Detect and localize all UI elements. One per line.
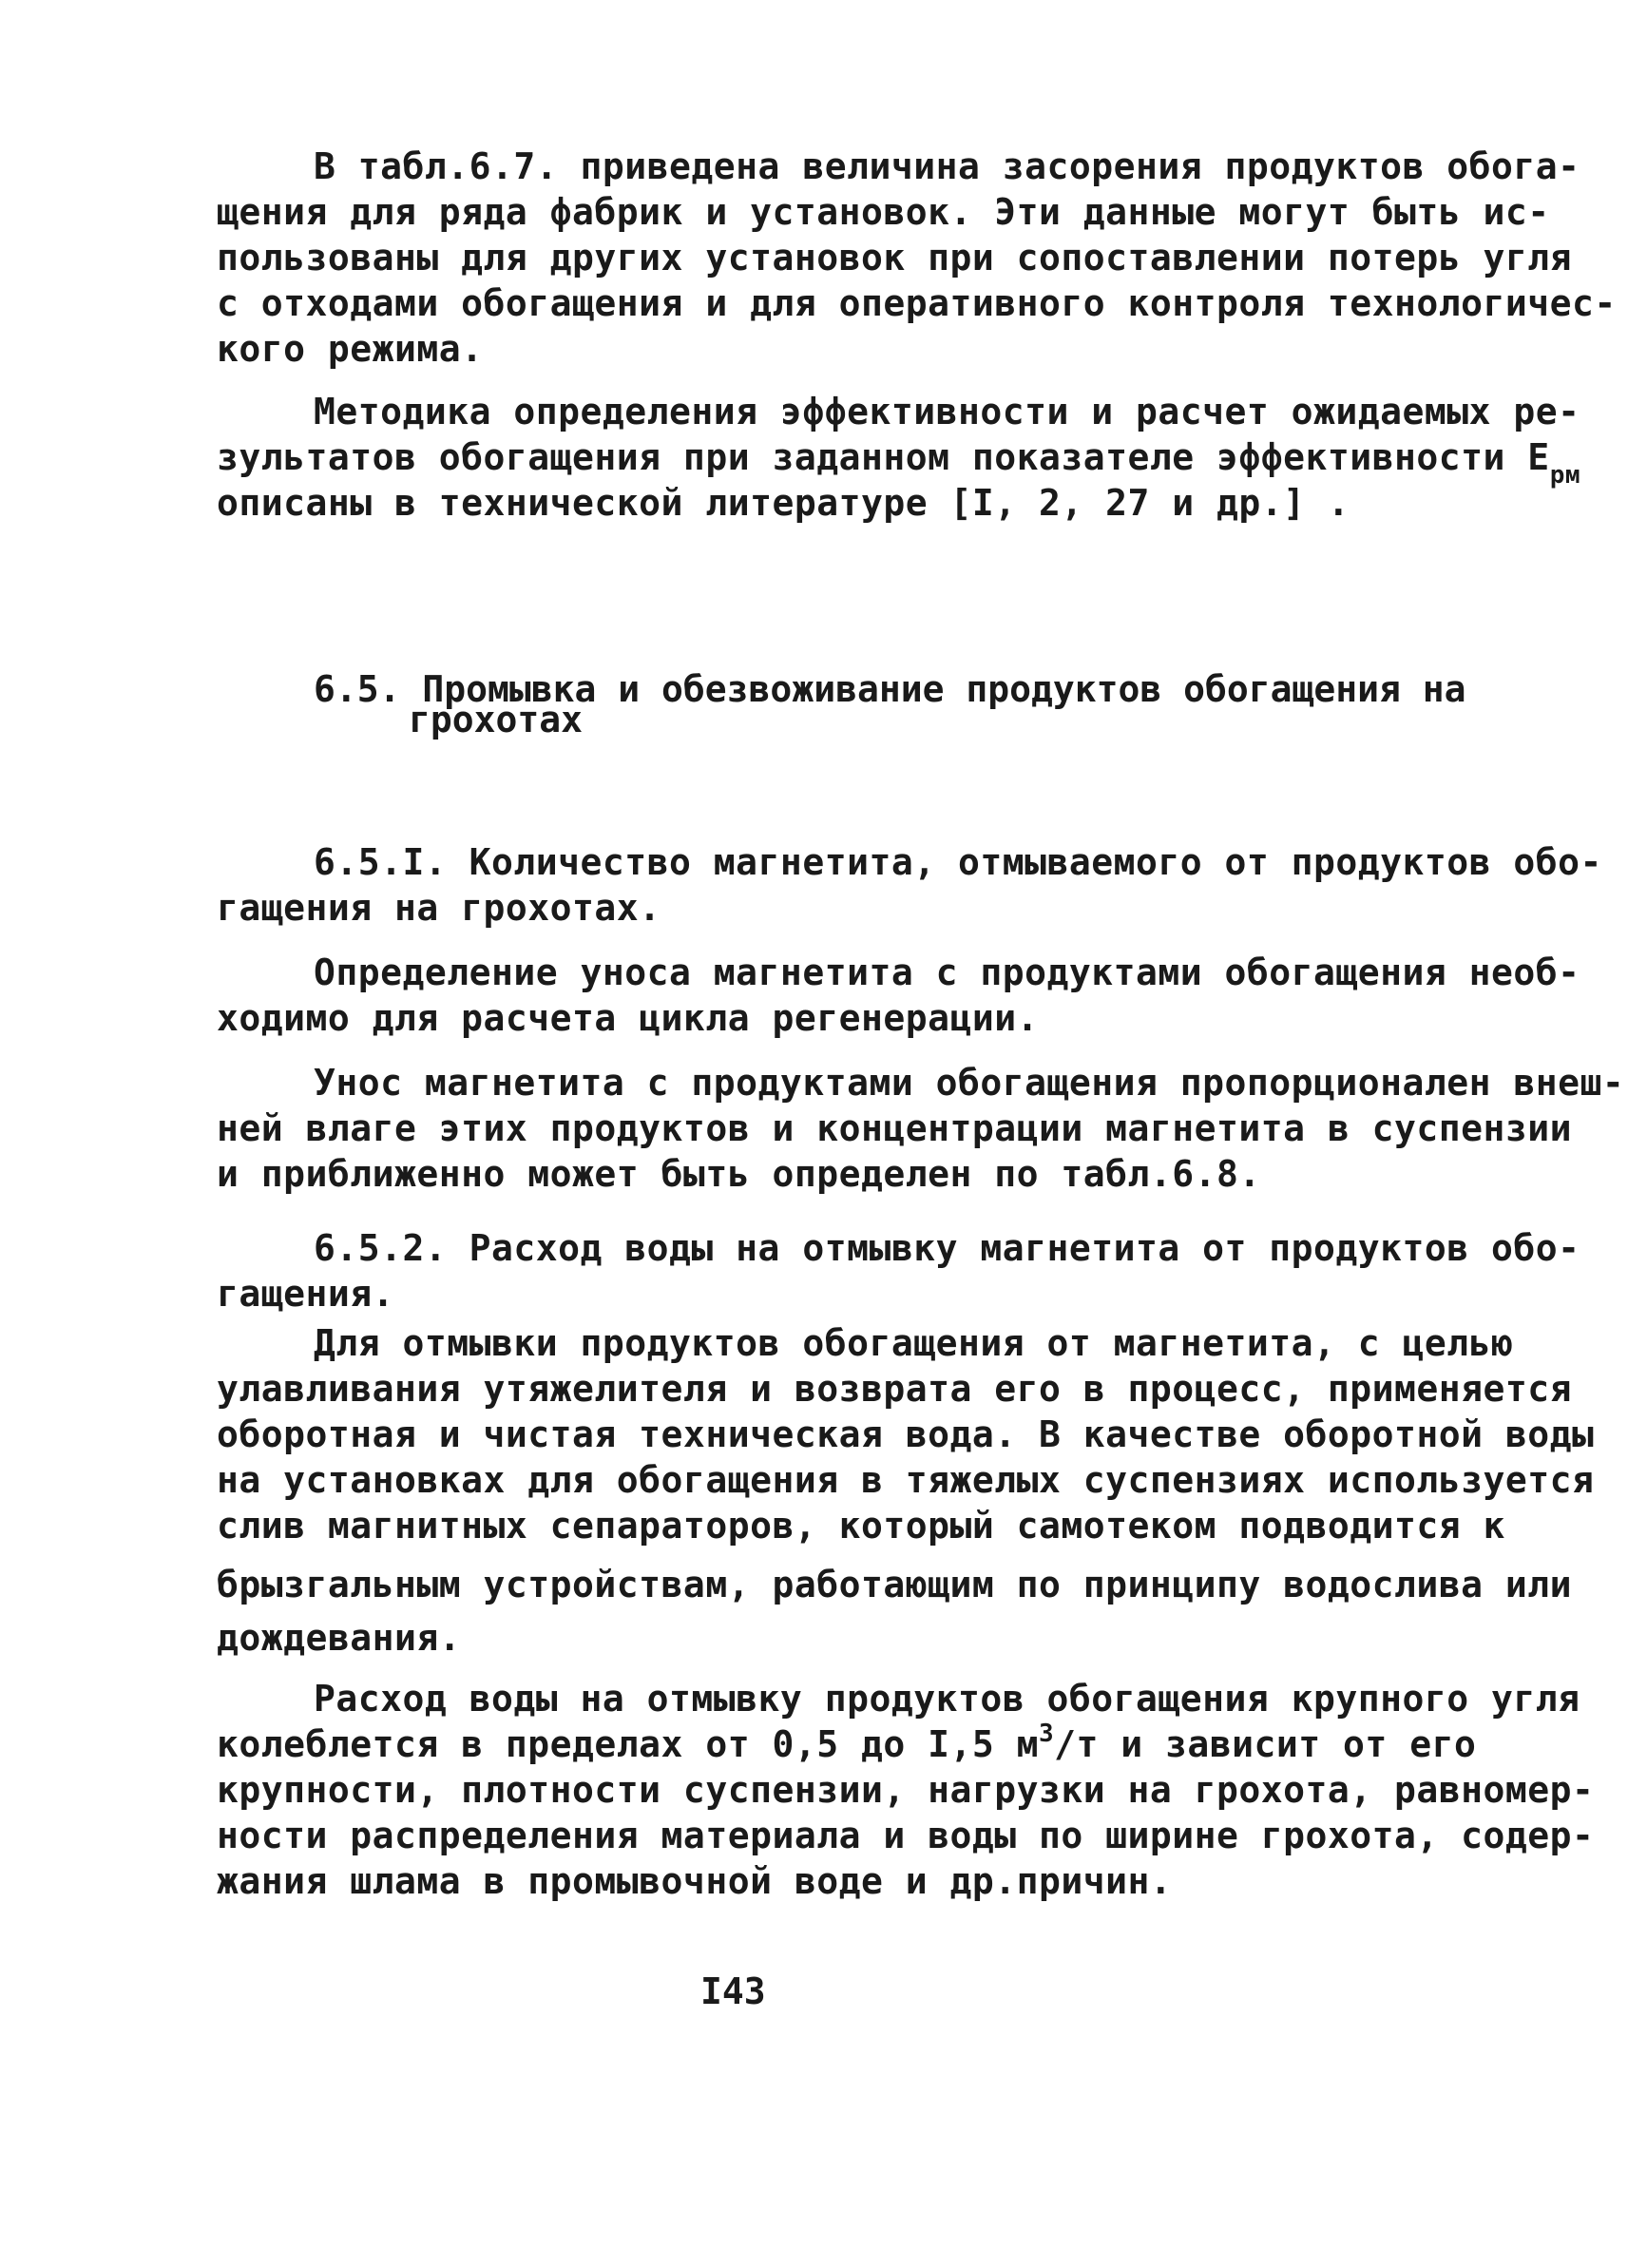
paragraph-1-line-4: с отходами обогащения и для оперативного контроля технологичес- — [217, 282, 1617, 324]
section-6-5-1-para-b-line-2: ней влаге этих продуктов и концентрации магнетита в суспензии — [217, 1107, 1573, 1149]
cubic-superscript: 3 — [1038, 1720, 1055, 1748]
section-6-5-2-para-a-line-6: брызгальным устройствам, работающим по принципу водослива или — [217, 1564, 1573, 1605]
section-6-5-title-line-2: грохотах — [409, 699, 584, 740]
para-b-line-2-post: /т и зависит от его — [1054, 1723, 1477, 1765]
section-6-5-2-para-a-line-7: дождевания. — [217, 1617, 462, 1659]
paragraph-2-line-1: Методика определения эффективности и расчет ожидаемых ре- — [314, 391, 1580, 432]
paragraph-1-line-1: В табл.6.7. приведена величина засорения продуктов обога- — [314, 145, 1580, 187]
section-6-5-2-para-a-line-2: улавливания утяжелителя и возврата его в процесс, применяется — [217, 1368, 1573, 1410]
section-6-5-2-para-b-line-4: ности распределения материала и воды по ширине грохота, содер- — [217, 1815, 1595, 1856]
section-6-5-2-heading-line-2: гащения. — [217, 1273, 395, 1315]
paragraph-2-line-2-text: зультатов обогащения при заданном показателе эффективности E — [217, 436, 1550, 478]
section-6-5-title-line-1: 6.5. Промывка и обезвоживание продуктов обогащения на — [314, 668, 1466, 710]
section-6-5-2-para-a-line-1: Для отмывки продуктов обогащения от магнетита, с целью — [314, 1322, 1514, 1364]
para-b-line-2-pre: колеблется в пределах от 0,5 до I,5 м — [217, 1723, 1039, 1765]
section-6-5-1-para-a-line-2: ходимо для расчета цикла регенерации. — [217, 997, 1039, 1039]
section-6-5-2-heading-line-1: 6.5.2. Расход воды на отмывку магнетита от продуктов обо- — [314, 1227, 1580, 1269]
section-6-5-2-para-b-line-3: крупности, плотности суспензии, нагрузки на грохота, равномер- — [217, 1769, 1595, 1811]
section-6-5-2-para-b-line-5: жания шлама в промывочной воде и др.причин. — [217, 1860, 1173, 1902]
paragraph-1-line-5: кого режима. — [217, 328, 484, 370]
page-number: I43 — [700, 1970, 766, 2012]
section-6-5-1-para-a-line-1: Определение уноса магнетита с продуктами обогащения необ- — [314, 951, 1580, 993]
paragraph-1-line-3: пользованы для других установок при сопоставлении потерь угля — [217, 237, 1573, 279]
section-6-5-2-para-a-line-3: оборотная и чистая техническая вода. В качестве оборотной воды — [217, 1413, 1595, 1455]
section-6-5-2-para-a-line-4: на установках для обогащения в тяжелых суспензиях используется — [217, 1459, 1595, 1501]
paragraph-1-line-2: щения для ряда фабрик и установок. Эти данные могут быть ис- — [217, 191, 1550, 233]
section-6-5-2-para-b-line-2 — [217, 1722, 1476, 1771]
section-6-5-2-para-b-line-1: Расход воды на отмывку продуктов обогащения крупного угля — [314, 1678, 1580, 1720]
section-6-5-1-heading-line-2: гащения на грохотах. — [217, 887, 661, 929]
section-6-5-1-para-b-line-1: Унос магнетита с продуктами обогащения пропорционален внеш- — [314, 1062, 1625, 1104]
section-6-5-2-para-a-line-5: слив магнитных сепараторов, который самотеком подводится к — [217, 1505, 1505, 1547]
paragraph-2-line-3: описаны в технической литературе [I, 2, 27 и др.] . — [217, 482, 1350, 524]
section-6-5-1-heading-line-1: 6.5.I. Количество магнетита, отмываемого от продуктов обо- — [314, 841, 1602, 883]
paragraph-2-line-2 — [217, 435, 1580, 490]
section-6-5-1-para-b-line-3: и приближенно может быть определен по табл.6.8. — [217, 1153, 1261, 1195]
efficiency-subscript: рм — [1549, 461, 1580, 490]
